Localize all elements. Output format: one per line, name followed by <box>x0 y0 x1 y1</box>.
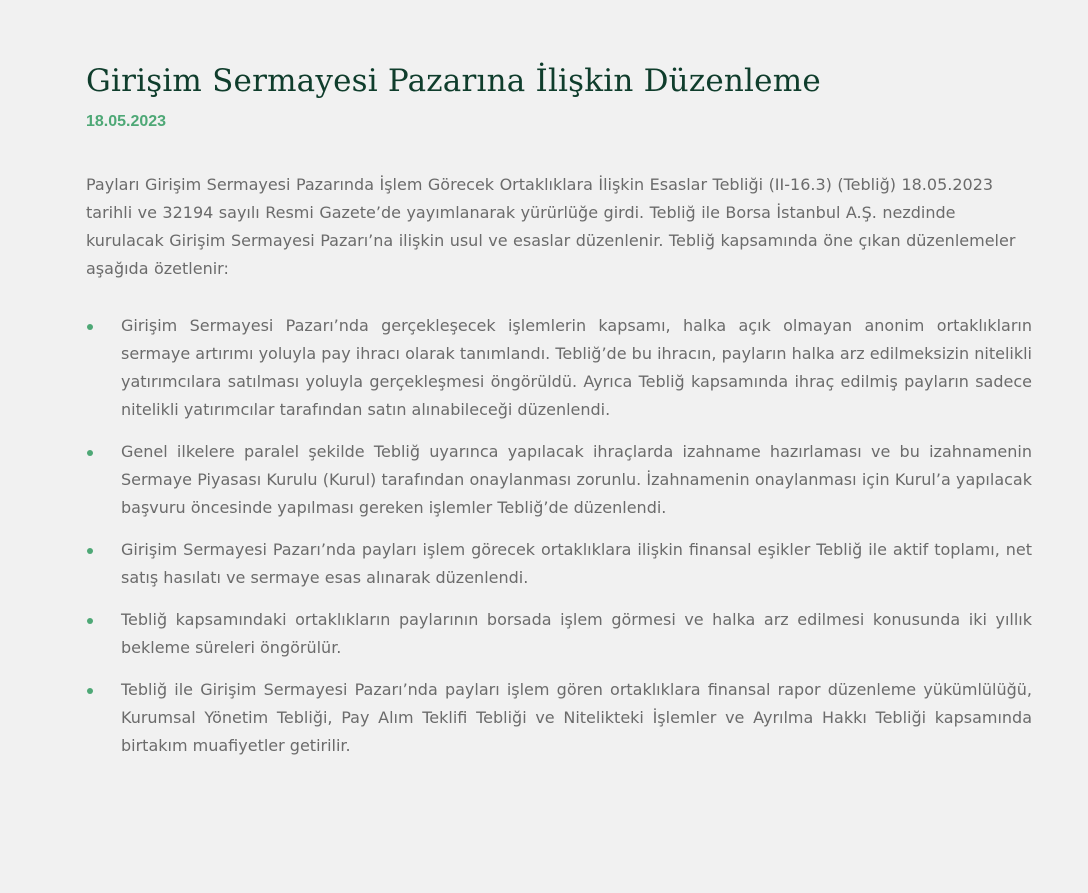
list-item <box>86 676 1032 760</box>
article <box>86 58 1032 774</box>
list-item <box>86 606 1032 662</box>
article-intro: Payları Girişim Sermayesi Pazarında İşlem Görecek Ortaklıklara İlişkin Esaslar Tebliği (II-16.3) (Tebliğ) 18.05.2023 tarihli ve 32194 sayılı Resmi Gazete’de yayımlanarak yürürlüğe girdi. Tebliğ ile Borsa İstanbul A.Ş. nezdinde kurulacak Girişim Sermayesi Pazarı’na ilişkin usul ve esaslar düzenlenir. Tebliğ kapsamında öne çıkan düzenlemeler aşağıda özetlenir: <box>86 175 1016 278</box>
list-item <box>86 312 1032 424</box>
list-item-text: Girişim Sermayesi Pazarı’nda payları işlem görecek ortaklıklara ilişkin finansal eşikler Tebliğ ile aktif toplamı, net satış hasılatı ve sermaye esas alınarak düzenlendi. <box>121 540 1032 587</box>
bullet-dot-icon <box>87 548 93 554</box>
list-item-text: Girişim Sermayesi Pazarı’nda gerçekleşecek işlemlerin kapsamı, halka açık olmayan anonim ortaklıkların sermaye artırımı yoluyla pay ihracı olarak tanımlandı. Tebliğ’de bu ihracın, payların halka arz edilmeksizin nitelikli yatırımcılara satılması yoluyla gerçekleşmesi öngörüldü. Ayrıca Tebliğ kapsamında ihraç edilmiş payların sadece nitelikli yatırımcılar tarafından satın alınabileceği düzenlendi. <box>121 316 1032 419</box>
bullet-list <box>86 312 1032 760</box>
list-item-text: Tebliğ kapsamındaki ortaklıkların paylarının borsada işlem görmesi ve halka arz edilmesi konusunda iki yıllık bekleme süreleri öngörülür. <box>121 610 1032 657</box>
bullet-dot-icon <box>87 324 93 330</box>
article-title: Girişim Sermayesi Pazarına İlişkin Düzenleme <box>86 63 821 99</box>
list-item <box>86 438 1032 522</box>
list-item <box>86 536 1032 592</box>
article-date: 18.05.2023 <box>86 113 167 130</box>
list-item-text: Tebliğ ile Girişim Sermayesi Pazarı’nda payları işlem gören ortaklıklara finansal rapor düzenleme yükümlülüğü, Kurumsal Yönetim Tebliği, Pay Alım Teklifi Tebliği ve Nitelikteki İşlemler ve Ayrılma Hakkı Tebliği kapsamında birtakım muafiyetler getirilir. <box>121 680 1032 755</box>
bullet-dot-icon <box>87 688 93 694</box>
bullet-dot-icon <box>87 450 93 456</box>
list-item-text: Genel ilkelere paralel şekilde Tebliğ uyarınca yapılacak ihraçlarda izahname hazırlaması ve bu izahnamenin Sermaye Piyasası Kurulu (Kurul) tarafından onaylanması zorunlu. İzahnamenin onaylanması için Kurul’a yapılacak başvuru öncesinde yapılması gereken işlemler Tebliğ’de düzenlendi. <box>121 442 1032 517</box>
bullet-dot-icon <box>87 618 93 624</box>
